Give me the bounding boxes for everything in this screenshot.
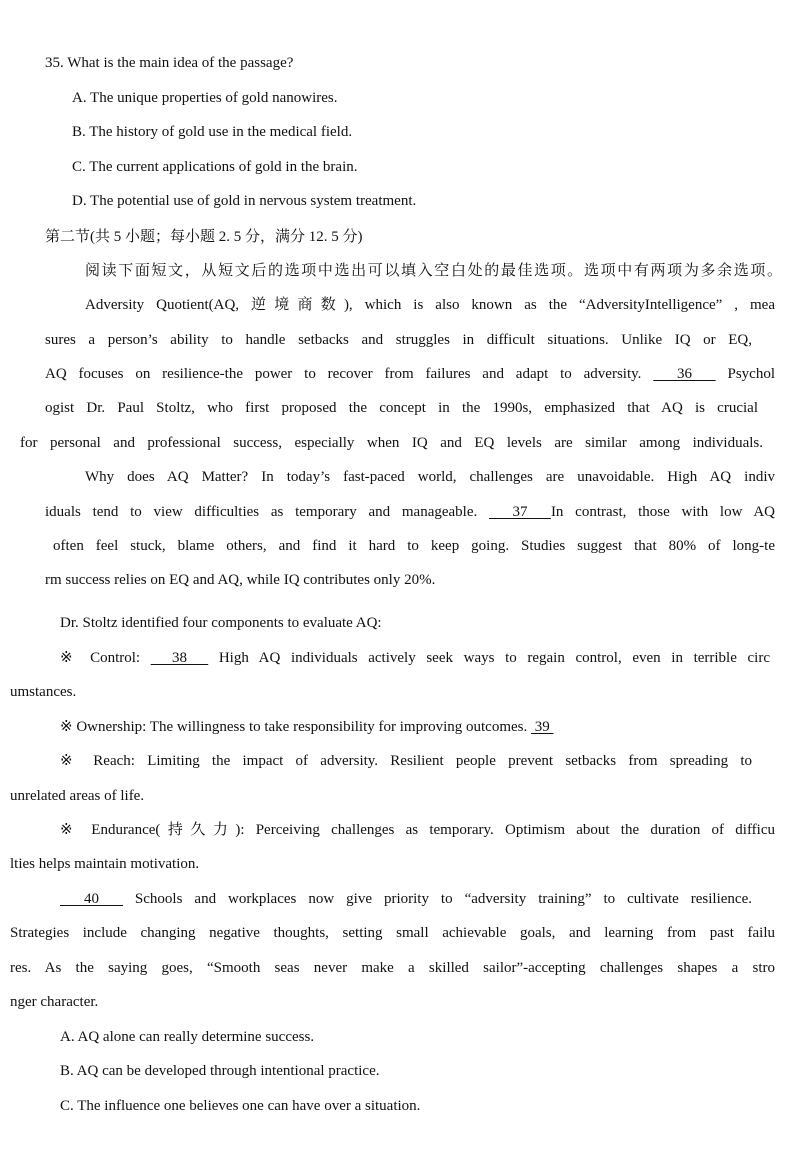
line-text: rm success relies on EQ and AQ, while IQ contributes only 20%. [45,572,436,588]
line-text: lties helps maintain motivation. [10,856,200,872]
line-text: C. The influence one believes one can have over a situation. [60,1098,421,1114]
passage-line [10,923,775,943]
line-text-after: High AQ individuals actively seek ways to regain control, even in terrible circ [208,650,770,666]
line-text-after: Psychol [715,366,775,382]
answer-blank: 38 [150,650,209,666]
line-text: Why does AQ Matter? In today’s fast-paced world, challenges are unavoidable. High AQ indiv [85,469,775,485]
line-text: ※ Endurance(持久力): Perceiving challenges as temporary. Optimism about the duration of difficu [60,822,775,838]
line-text: for personal and professional success, especially when IQ and EQ levels are similar among individuals. [20,435,763,451]
passage-line [60,820,775,840]
passage-line [85,467,775,487]
passage-line [10,682,76,702]
passage-line [45,330,752,350]
line-text: Strategies include changing negative thoughts, setting small achievable goals, and learning from past failu [10,925,775,941]
answer-blank: 39 [530,719,554,735]
passage-line [45,398,758,418]
passage-line [45,570,435,590]
line-text: B. AQ can be developed through intentional practice. [60,1063,380,1079]
passage-line [10,992,98,1012]
line-text: A. The unique properties of gold nanowires. [72,90,338,106]
line-text: ogist Dr. Paul Stoltz, who first proposed the concept in the 1990s, emphasized that AQ is crucial [45,400,758,416]
line-text: C. The current applications of gold in the brain. [72,159,358,175]
line-text: 第二节(共 5 小题；每小题 2. 5 分，满分 12. 5 分) [45,229,363,245]
line-text: iduals tend to view difficulties as temporary and manageable. [45,504,489,520]
passage-line [53,536,775,556]
line-text: ※ Ownership: The willingness to take responsibility for improving outcomes. [60,719,531,735]
passage-line [10,786,144,806]
passage-line [85,295,775,315]
answer-blank: 36 [653,366,716,382]
line-text-after: In contrast, those with low AQ [550,504,775,520]
passage-line [60,648,770,668]
question-35 [45,53,293,73]
passage-line [45,502,775,522]
line-text: often feel stuck, blame others, and find it hard to keep going. Studies suggest that 80% of long-te [53,538,775,554]
line-text: res. As the saying goes, “Smooth seas never make a skilled sailor”-accepting challenges shapes a stro [10,960,775,976]
line-text: ※ Reach: Limiting the impact of adversity. Resilient people prevent setbacks from spreading to [60,753,752,769]
instructions [85,261,782,281]
line-text: Dr. Stoltz identified four components to evaluate AQ: [60,615,382,631]
option-d [72,191,416,211]
option-b [72,122,352,142]
passage-line [20,433,763,453]
option-c [72,157,357,177]
passage-line [60,613,382,633]
line-text: Adversity Quotient(AQ, 逆境商数), which is also known as the “AdversityIntelligence” , mea [85,297,775,313]
line-text: 35. What is the main idea of the passage? [45,55,294,71]
option-a [72,88,338,108]
answer-option [60,1096,420,1116]
line-text-after: Schools and workplaces now give priority to “adversity training” to cultivate resilience. [122,891,752,907]
line-text: 阅读下面短文，从短文后的选项中选出可以填入空白处的最佳选项。选项中有两项为多余选项。 [85,263,782,279]
line-text: B. The history of gold use in the medical field. [72,124,353,140]
line-text: AQ focuses on resilience-the power to recover from failures and adapt to adversity. [45,366,654,382]
passage-line [60,751,752,771]
answer-blank: 40 [60,891,123,907]
line-text: unrelated areas of life. [10,788,145,804]
passage-line [45,364,775,384]
line-text: A. AQ alone can really determine success. [60,1029,315,1045]
answer-option [60,1027,314,1047]
line-text: D. The potential use of gold in nervous system treatment. [72,193,417,209]
passage-line [60,889,752,909]
line-text: sures a person’s ability to handle setbacks and struggles in difficult situations. Unlike IQ or EQ, [45,332,752,348]
line-text: umstances. [10,684,77,700]
answer-blank: 37 [488,504,551,520]
line-text: nger character. [10,994,99,1010]
passage-line [10,854,199,874]
line-text: ※ Control: [60,650,151,666]
passage-line [60,717,553,737]
answer-option [60,1061,379,1081]
passage-line [10,958,775,978]
section-heading [45,227,363,247]
